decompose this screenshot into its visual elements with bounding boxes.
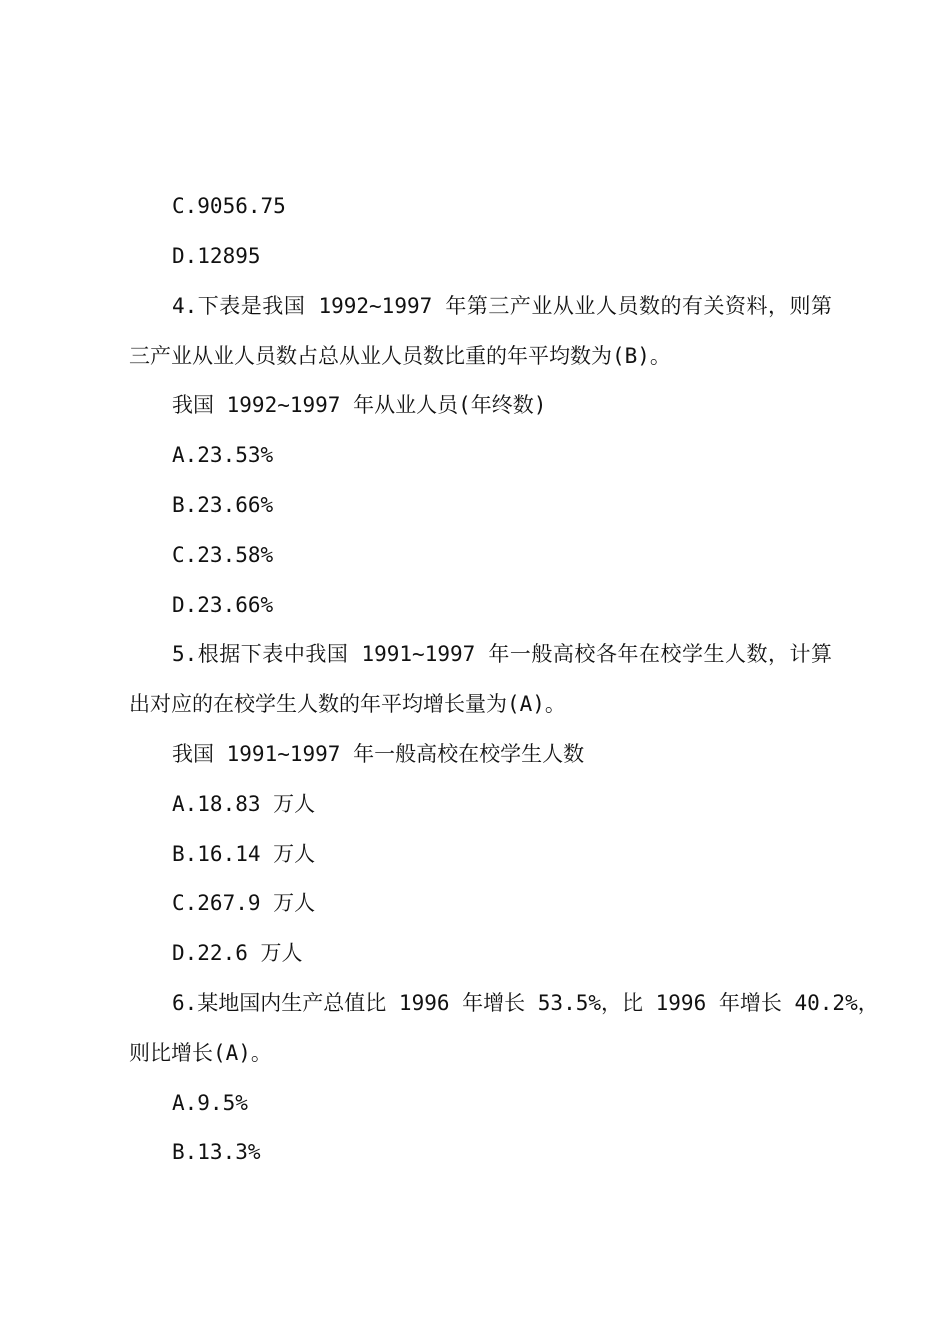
option-c-q3: C.9056.75	[172, 194, 286, 218]
option-c-q4: C.23.58%	[172, 543, 274, 567]
option-b-q4: B.23.66%	[172, 493, 274, 517]
option-b-q6: B.13.3%	[172, 1140, 261, 1164]
question-4-line-2: 三产业从业人员数占总从业人员数比重的年平均数为(B)。	[129, 344, 671, 368]
question-5-line-1: 5.根据下表中我国 1991~1997 年一般高校各年在校学生人数，计算	[172, 642, 832, 666]
option-c-q5: C.267.9 万人	[172, 891, 316, 915]
option-d-q5: D.22.6 万人	[172, 941, 303, 965]
option-a-q5: A.18.83 万人	[172, 792, 316, 816]
option-a-q6: A.9.5%	[172, 1091, 248, 1115]
option-b-q5: B.16.14 万人	[172, 842, 316, 866]
table-caption-q4: 我国 1992~1997 年从业人员(年终数)	[172, 393, 547, 417]
option-a-q4: A.23.53%	[172, 443, 274, 467]
option-d-q4: D.23.66%	[172, 593, 274, 617]
option-d-q3: D.12895	[172, 244, 261, 268]
question-6-line-1: 6.某地国内生产总值比 1996 年增长 53.5%，比 1996 年增长 40.2%，	[172, 991, 879, 1015]
table-caption-q5: 我国 1991~1997 年一般高校在校学生人数	[172, 742, 585, 766]
question-6-line-2: 则比增长(A)。	[129, 1041, 272, 1065]
question-5-line-2: 出对应的在校学生人数的年平均增长量为(A)。	[129, 692, 566, 716]
question-4-line-1: 4.下表是我国 1992~1997 年第三产业从业人员数的有关资料，则第	[172, 294, 832, 318]
